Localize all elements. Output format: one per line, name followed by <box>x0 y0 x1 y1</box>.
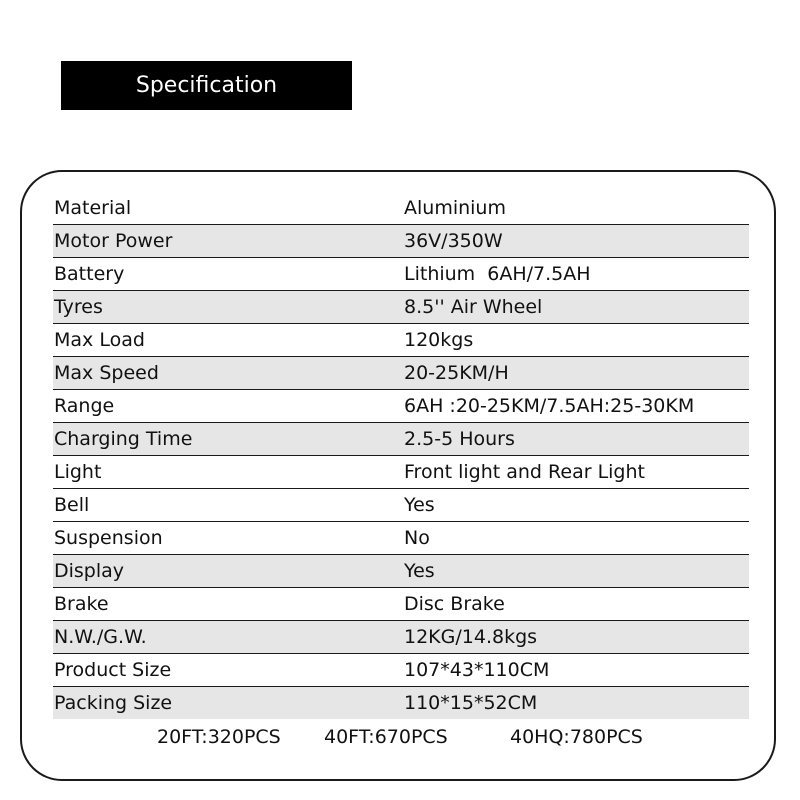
spec-row-product-size <box>53 654 749 687</box>
spec-value: Disc Brake <box>404 593 505 615</box>
spec-label: Bell <box>54 494 90 516</box>
loading-20ft: 20FT:320PCS <box>157 726 281 748</box>
spec-row-material <box>53 192 749 225</box>
spec-table <box>53 192 749 719</box>
spec-value: Aluminium <box>404 197 506 219</box>
spec-value: Yes <box>404 494 435 516</box>
spec-value: 6AH :20-25KM/7.5AH:25-30KM <box>404 395 695 417</box>
spec-row-motor-power <box>53 225 749 258</box>
spec-row-suspension <box>53 522 749 555</box>
spec-row-display <box>53 555 749 588</box>
spec-value: 8.5'' Air Wheel <box>404 296 543 318</box>
spec-value: 2.5-5 Hours <box>404 428 515 450</box>
spec-row-brake <box>53 588 749 621</box>
spec-value: Front light and Rear Light <box>404 461 645 483</box>
spec-value: Lithium 6AH/7.5AH <box>404 263 591 285</box>
spec-row-packing-size <box>53 687 749 719</box>
spec-value: 120kgs <box>404 329 474 351</box>
spec-label: Motor Power <box>54 230 173 252</box>
loading-40hq: 40HQ:780PCS <box>510 726 643 748</box>
spec-label: Suspension <box>54 527 163 549</box>
spec-row-tyres <box>53 291 749 324</box>
spec-row-light <box>53 456 749 489</box>
loading-40ft: 40FT:670PCS <box>324 726 448 748</box>
spec-label: Max Load <box>54 329 145 351</box>
page-title <box>61 61 352 110</box>
spec-value: 110*15*52CM <box>404 692 538 714</box>
spec-label: Material <box>54 197 132 219</box>
spec-label: Packing Size <box>54 692 173 714</box>
spec-row-weight <box>53 621 749 654</box>
spec-label: N.W./G.W. <box>54 626 147 648</box>
spec-row-charging-time <box>53 423 749 456</box>
spec-row-max-load <box>53 324 749 357</box>
spec-row-bell <box>53 489 749 522</box>
spec-value: 20-25KM/H <box>404 362 509 384</box>
spec-label: Tyres <box>54 296 103 318</box>
spec-value: 107*43*110CM <box>404 659 550 681</box>
spec-label: Charging Time <box>54 428 193 450</box>
spec-row-max-speed <box>53 357 749 390</box>
page-title-text: Specification <box>135 73 278 98</box>
spec-label: Range <box>54 395 115 417</box>
spec-label: Max Speed <box>54 362 159 384</box>
container-loading <box>0 723 800 751</box>
spec-row-range <box>53 390 749 423</box>
spec-label: Display <box>54 560 125 582</box>
spec-label: Product Size <box>54 659 172 681</box>
spec-row-battery <box>53 258 749 291</box>
spec-label: Brake <box>54 593 109 615</box>
spec-value: 36V/350W <box>404 230 503 252</box>
spec-label: Light <box>54 461 102 483</box>
spec-label: Battery <box>54 263 125 285</box>
spec-value: Yes <box>404 560 435 582</box>
spec-value: 12KG/14.8kgs <box>404 626 538 648</box>
spec-value: No <box>404 527 430 549</box>
